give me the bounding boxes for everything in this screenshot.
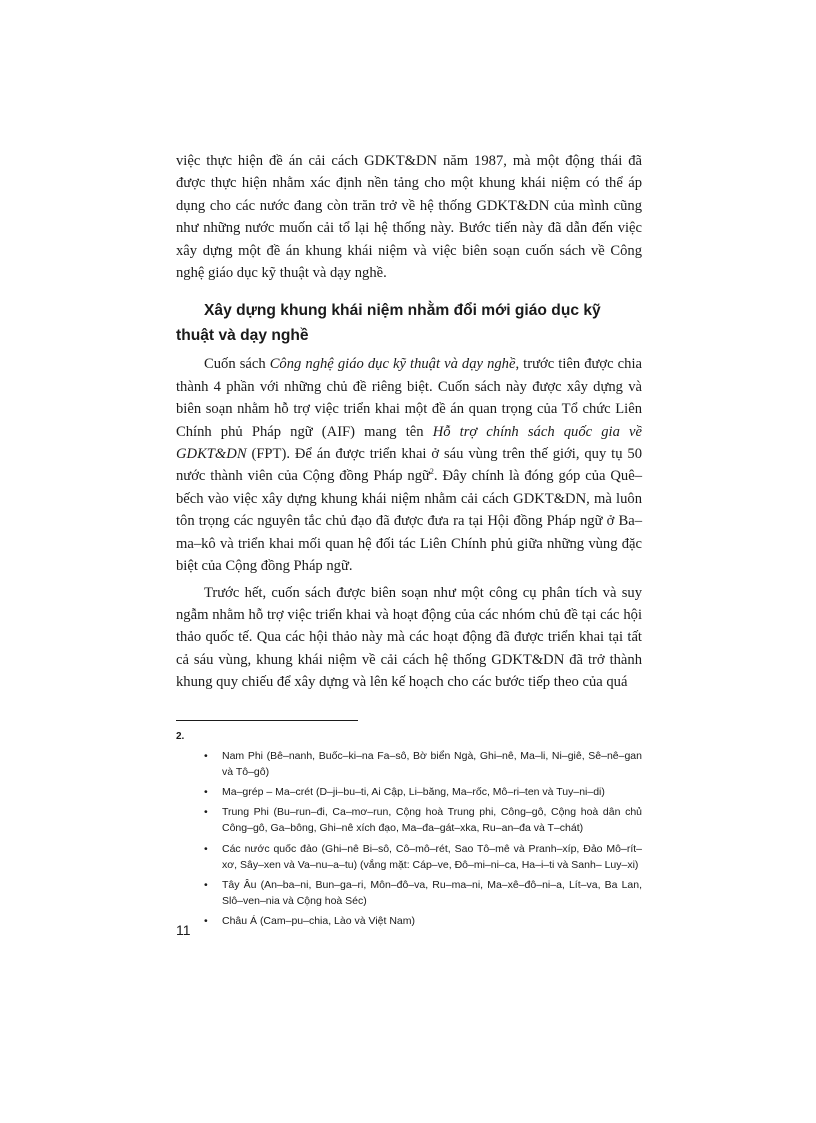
- footnote-item-text: Nam Phi (Bê–nanh, Buốc–ki–na Fa–sô, Bờ biển Ngà, Ghi–nê, Ma–li, Ni–giê, Sê–nê–gan và Tô–gô): [222, 749, 642, 778]
- footnote-item-text: Các nước quốc đảo (Ghi–nê Bi–sô, Cô–mô–rét, Sao Tô–mê và Pranh–xíp, Đảo Mô–rít–xơ, Sây–xen và Va–nu–a–tu) (vắng mặt: Cáp–ve, Đô–mi–ni–ca, Ha–i–ti và Sanh– Luy–xi): [222, 842, 642, 871]
- text-run: , trước tiên được chia thành 4 phần với những chủ đề riêng biệt. Cuốn sách này được xây dựng và biên soạn nhằm hỗ trợ việc triển khai một đề án quan trọng của Tổ chức Liên Chính phủ Pháp ngữ (AIF) mang tên: [176, 356, 642, 440]
- footnote-ref: 2: [429, 467, 434, 477]
- text-run: . Đây chính là đóng góp của Quê–bếch vào việc xây dựng khung khái niệm nhằm cải cách GDKT&DN, mà luôn tôn trọng các nguyên tắc chủ đạo đã được đưa ra tại Hội đồng Pháp ngữ ở Ba–ma–kô và triển khai mối quan hệ đối tác Liên Chính phủ giữa những vùng đặc biệt của Cộng đồng Pháp ngữ.: [176, 468, 642, 575]
- footnote-item-text: Trung Phi (Bu–run–đi, Ca–mơ–run, Cộng hoà Trung phi, Công–gô, Cộng hoà dân chủ Công–gô, Ga–bông, Ghi–nê xích đạo, Ma–đa–gát–xka, Ru–an–đa và T–chát): [222, 806, 642, 835]
- footnote-item-text: Châu Á (Cam–pu–chia, Lào và Việt Nam): [222, 915, 415, 928]
- bullet-icon: •: [204, 915, 208, 928]
- page-number: 11: [176, 922, 191, 938]
- footnote-number: 2.: [176, 730, 185, 742]
- footnote-item: [204, 877, 642, 909]
- footnote-item-text: Ma–grép – Ma–crét (D–ji–bu–ti, Ai Cập, Li–băng, Ma–rốc, Mô–ri–ten và Tuy–ni–di): [222, 785, 605, 798]
- bullet-icon: •: [204, 785, 208, 798]
- bullet-icon: •: [204, 842, 208, 855]
- project-title-italic: Hỗ trợ chính sách quốc gia về GDKT&DN: [176, 423, 642, 463]
- bullet-icon: •: [204, 806, 208, 819]
- bullet-icon: •: [204, 749, 208, 762]
- paragraph-purpose: Trước hết, cuốn sách được biên soạn như một công cụ phân tích và suy ngẫm nhằm hỗ trợ việc triển khai và hoạt động của các nhóm chủ đề tại các hội thảo quốc tế. Qua các hội thảo này mà các hoạt động đã được triển khai tại tất cả sáu vùng, khung khái niệm về cải cách hệ thống GDKT&DN đã trở thành khung quy chiếu để xây dựng và lên kế hoạch cho các bước tiếp theo của quá: [176, 584, 642, 691]
- bullet-icon: •: [204, 878, 208, 891]
- page-content: [176, 150, 642, 934]
- footnote-item-text: Tây Âu (An–ba–ni, Bun–ga–ri, Môn–đô–va, Ru–ma–ni, Ma–xê–đô–ni–a, Lít–va, Ba Lan, Slô–ven–nia và Cộng hoà Séc): [222, 878, 642, 908]
- book-title-italic: Công nghệ giáo dục kỹ thuật và dạy nghề: [269, 356, 516, 373]
- footnote-divider: [176, 720, 358, 721]
- text-run: Cuốn sách: [204, 356, 270, 373]
- footnote-item: [204, 841, 642, 873]
- footnote-item: [204, 804, 642, 836]
- footnote-item: [204, 913, 642, 929]
- section-heading: Xây dựng khung khái niệm nhằm đổi mới giáo dục kỹ thuật và dạy nghề: [176, 302, 601, 345]
- footnote-item: [204, 748, 642, 780]
- paragraph-book-description: [176, 353, 642, 577]
- paragraph-intro: việc thực hiện đề án cải cách GDKT&DN năm 1987, mà một động thái đã được thực hiện nhằm xác định nền tảng cho một khung khái niệm có thể áp dụng cho các nước đang còn trăn trở về hệ thống GDKT&DN của mình cũng như những nước muốn cải tổ lại hệ thống này. Bước tiến này đã dẫn đến việc xây dựng một đề án khung khái niệm và việc biên soạn cuốn sách về Công nghệ giáo dục kỹ thuật và dạy nghề.: [176, 153, 642, 282]
- text-run: (FPT). Để án được triển khai ở sáu vùng trên thế giới, quy tụ 50 nước thành viên của Cộng đồng Pháp ngữ: [176, 446, 642, 485]
- footnote-list: [176, 748, 642, 930]
- footnote-item: [204, 784, 642, 800]
